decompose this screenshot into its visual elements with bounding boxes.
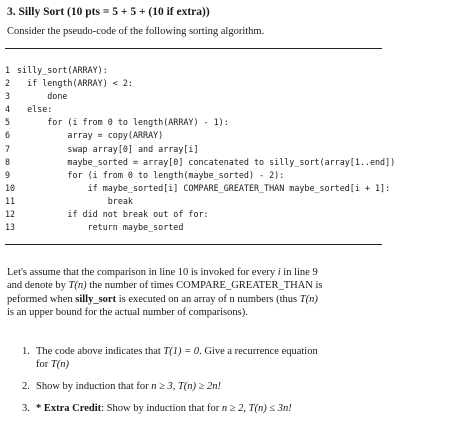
paragraph-line: is an upper bound for the actual number of comparisons). xyxy=(7,306,248,318)
pseudo-code-block xyxy=(5,64,451,234)
line-number: 13 xyxy=(5,222,16,233)
line-number: 7 xyxy=(5,143,11,154)
code-line xyxy=(5,116,451,129)
math-var: i xyxy=(277,267,281,278)
math-expression: T(n) xyxy=(299,293,318,305)
paragraph-line xyxy=(7,293,449,306)
question-line xyxy=(36,380,450,393)
line-number: 9 xyxy=(5,169,11,180)
line-number: 5 xyxy=(5,117,11,128)
text-span: peformed when xyxy=(7,293,76,305)
line-number: 2 xyxy=(5,78,11,89)
code-line xyxy=(5,221,451,234)
code-line xyxy=(5,208,451,221)
code-text: if maybe_sorted[i] COMPARE_GREATER_THAN maybe_sorted[i + 1]: xyxy=(17,182,391,193)
extra-credit-label: * Extra Credit xyxy=(36,402,102,414)
code-line xyxy=(5,182,451,195)
code-top-rule xyxy=(5,48,382,49)
code-line xyxy=(5,77,451,90)
paragraph-line xyxy=(7,266,449,279)
code-line xyxy=(5,90,451,103)
question-line xyxy=(36,402,450,415)
question-2 xyxy=(22,380,450,393)
code-line xyxy=(5,169,451,182)
text-span: : Show by induction that for xyxy=(101,402,222,414)
code-line xyxy=(5,129,451,142)
line-number: 4 xyxy=(5,104,11,115)
math-expression: T(1) = 0 xyxy=(163,346,200,357)
question-list xyxy=(22,345,450,415)
line-number: 1 xyxy=(5,65,11,75)
code-line xyxy=(5,156,451,169)
text-span: Let's assume that the comparison in line 10 is invoked for every xyxy=(7,267,278,278)
line-number: 6 xyxy=(5,130,11,141)
code-text: if did not break out of for: xyxy=(17,209,209,220)
code-text: break xyxy=(17,195,133,206)
line-number: 11 xyxy=(5,195,16,206)
text-span: The code above indicates that xyxy=(36,346,164,357)
code-text: else: xyxy=(17,104,53,115)
math-expression: n ≥ 2, T(n) ≤ 3n! xyxy=(221,402,292,414)
code-line xyxy=(5,195,451,208)
code-text: maybe_sorted = array[0] concatenated to silly_sort(array[1..end]) xyxy=(17,156,396,167)
text-span: in line 9 xyxy=(280,267,318,278)
code-line xyxy=(5,64,451,77)
question-line xyxy=(36,345,450,358)
code-text: return maybe_sorted xyxy=(17,222,184,233)
code-text: for (i from 0 to length(ARRAY) - 1): xyxy=(17,117,229,128)
code-text: silly_sort(ARRAY): xyxy=(17,65,108,75)
code-bottom-rule xyxy=(5,244,382,245)
question-line xyxy=(36,358,450,371)
math-expression: n ≥ 3, T(n) ≥ 2n! xyxy=(151,380,222,392)
code-text: done xyxy=(17,91,68,102)
math-expression: T(n) xyxy=(68,280,87,292)
line-number: 10 xyxy=(5,182,16,193)
code-text: for (i from 0 to length(maybe_sorted) - 2): xyxy=(17,169,285,180)
math-expression: T(n) xyxy=(50,359,69,371)
code-line xyxy=(5,143,451,156)
question-number: 3. xyxy=(22,402,30,414)
text-span: . Give a recurrence equation xyxy=(199,346,318,357)
code-text: if length(ARRAY) < 2: xyxy=(17,78,133,89)
problem-title: 3. Silly Sort (10 pts = 5 + 5 + (10 if extra)) xyxy=(7,6,210,18)
line-number: 8 xyxy=(5,156,11,167)
question-1 xyxy=(22,345,450,372)
text-span: is executed on an array of n numbers (thus xyxy=(116,293,300,305)
code-text: swap array[0] and array[i] xyxy=(17,143,199,154)
question-3 xyxy=(22,402,450,415)
code-text: array = copy(ARRAY) xyxy=(17,130,164,141)
line-number: 12 xyxy=(5,209,16,220)
problem-intro: Consider the pseudo-code of the following sorting algorithm. xyxy=(7,26,265,37)
text-span: for xyxy=(36,359,51,371)
question-number: 1. xyxy=(22,346,30,357)
question-number: 2. xyxy=(22,380,30,392)
text-span: and denote by xyxy=(7,280,69,292)
paragraph-line xyxy=(7,279,449,292)
line-number: 3 xyxy=(5,91,11,102)
code-line xyxy=(5,103,451,116)
assumption-paragraph xyxy=(7,266,449,319)
text-span: Show by induction that for xyxy=(36,380,152,392)
text-span: the number of times COMPARE_GREATER_THAN is xyxy=(86,280,323,292)
function-name: silly_sort xyxy=(75,293,117,305)
